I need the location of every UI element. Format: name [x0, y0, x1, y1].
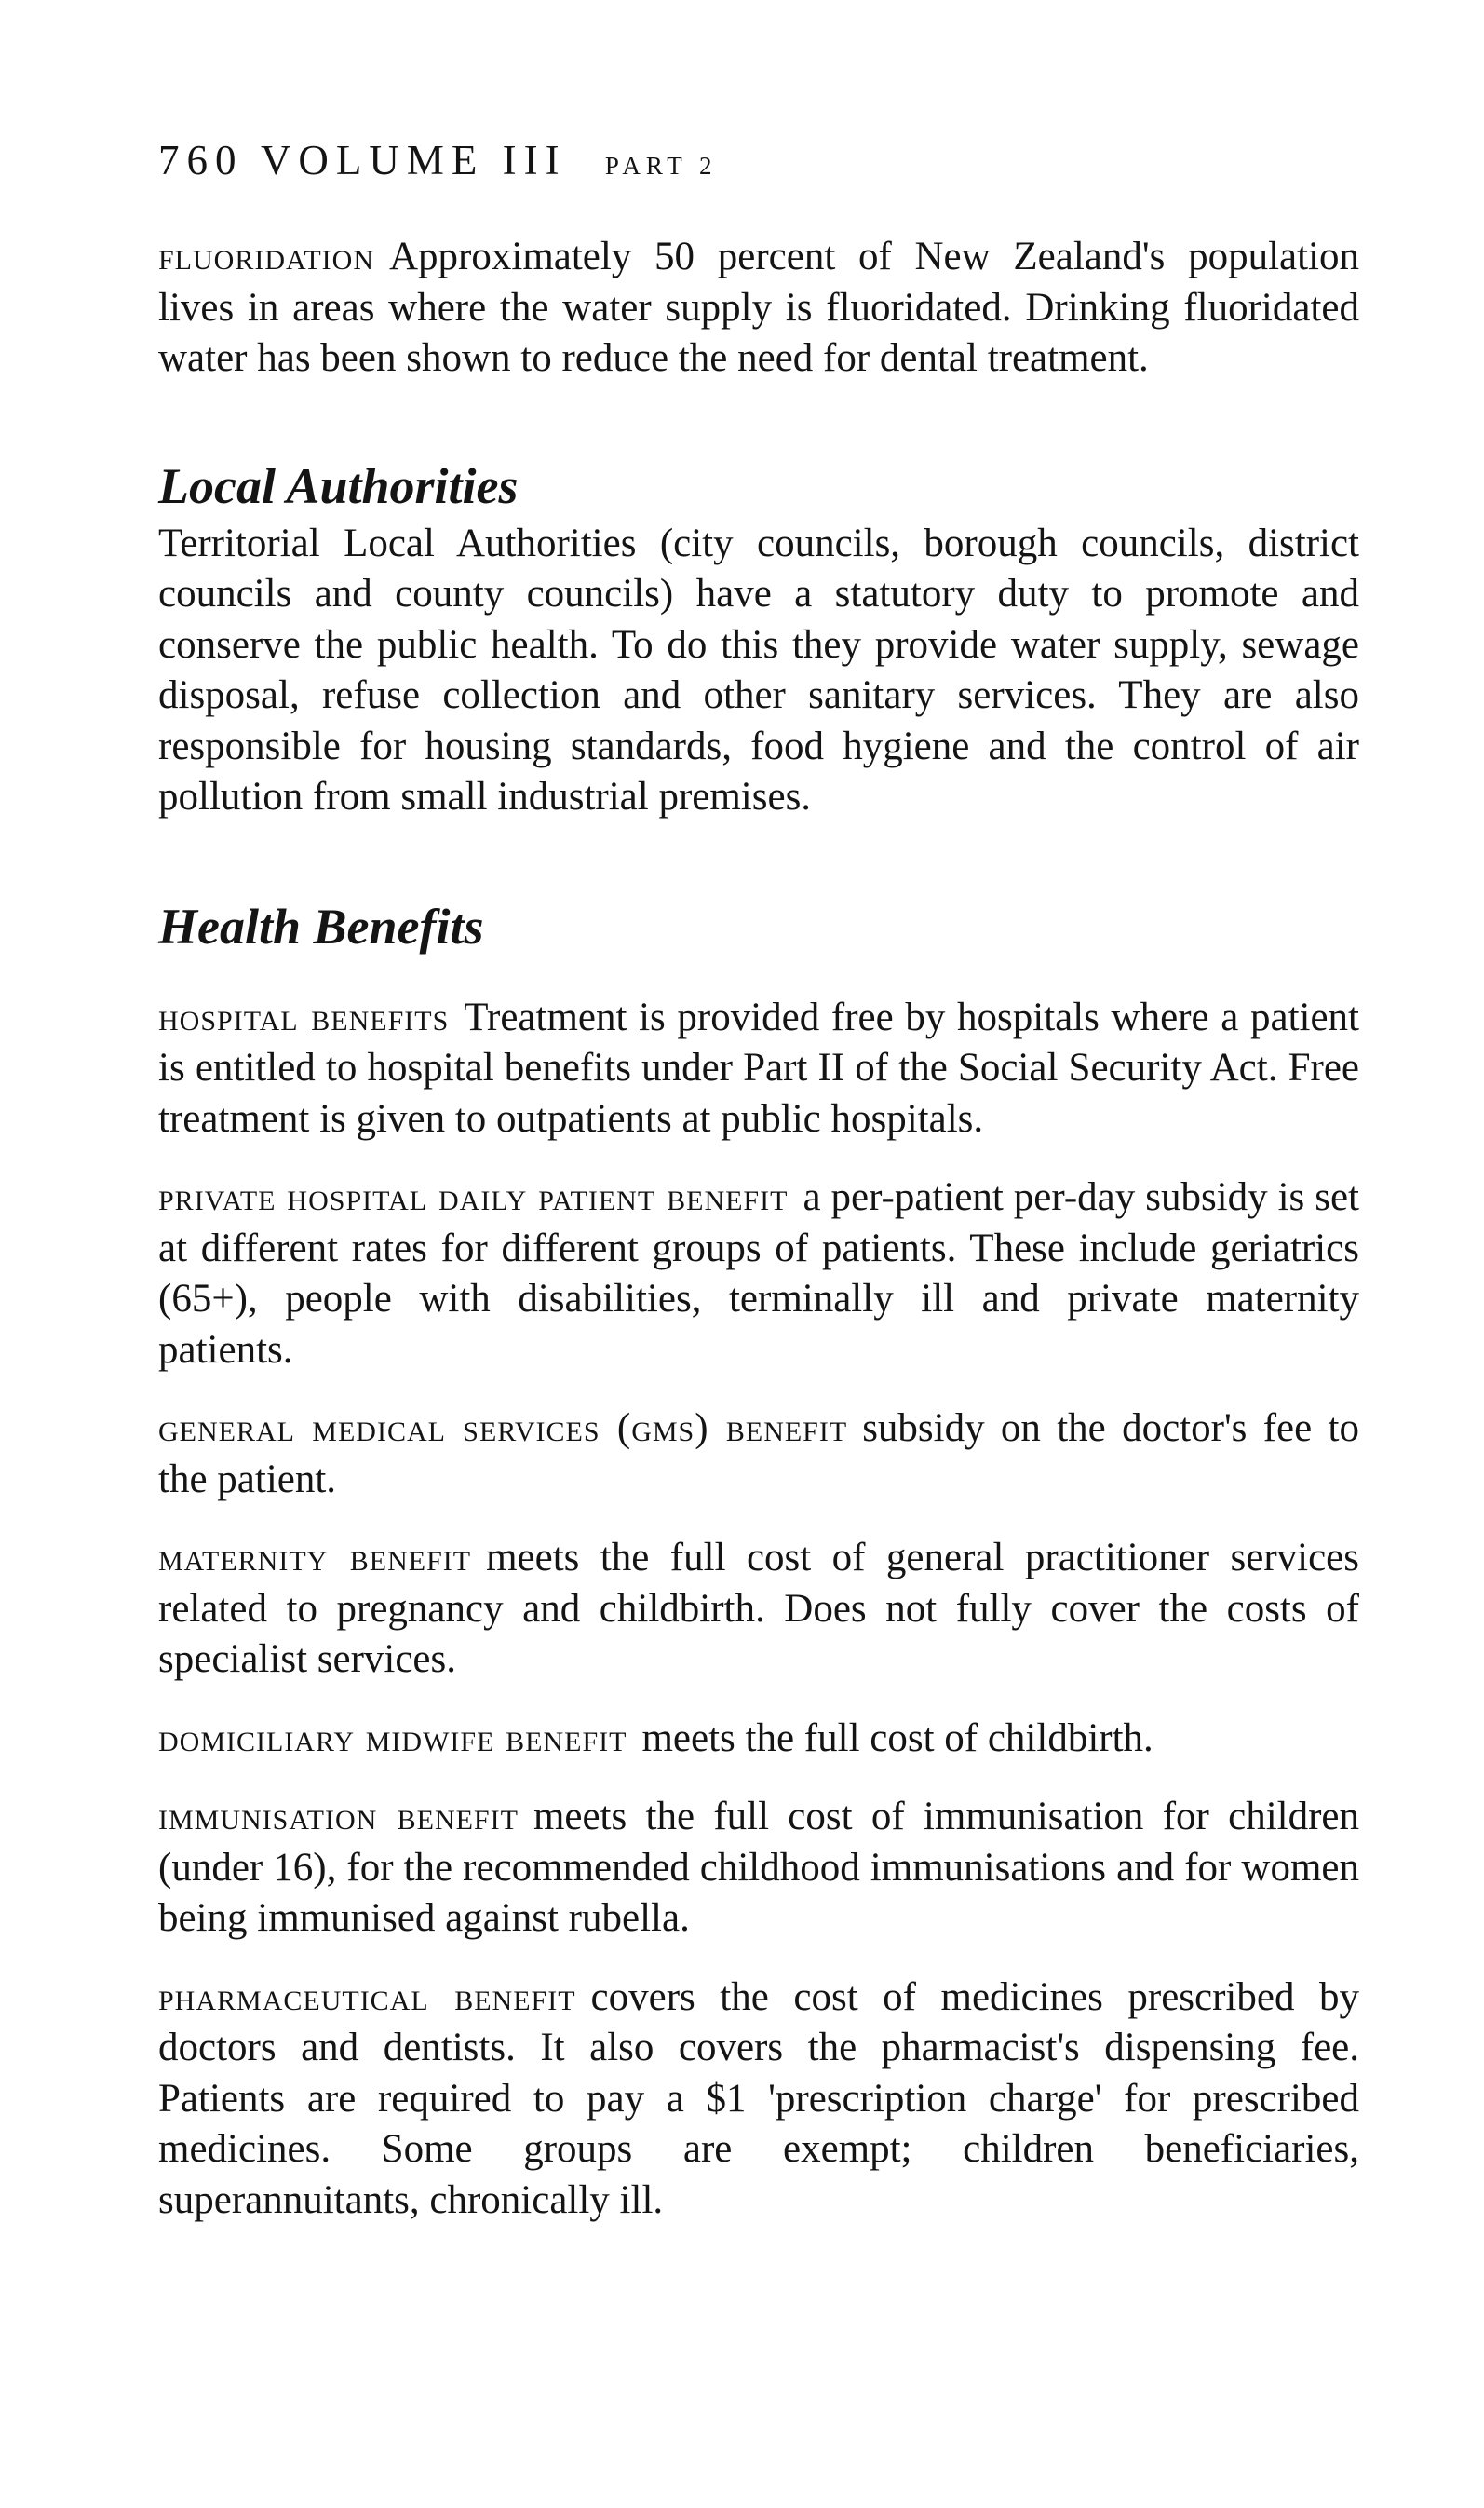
benefit-lead: immunisation benefit	[158, 1795, 519, 1838]
benefit-maternity	[158, 1533, 1359, 1686]
volume-label: VOLUME III	[260, 137, 567, 183]
page-body	[158, 137, 1360, 2226]
benefit-lead: private hospital daily patient benefit	[158, 1175, 789, 1219]
benefit-hospital	[158, 993, 1359, 1146]
benefit-text: a per-patient per-day subsidy is set at different rates for different groups of patients. These include geriatrics (65+), people with disabilities, terminally ill and private maternity patients.	[158, 1175, 1359, 1372]
page-number: 760	[158, 137, 244, 183]
benefit-text: meets the full cost of childbirth.	[641, 1715, 1153, 1760]
benefit-domiciliary-midwife	[158, 1714, 1359, 1765]
fluoridation-lead: fluoridation	[158, 235, 374, 278]
benefit-pharmaceutical	[158, 1973, 1359, 2227]
local-authorities-paragraph: Territorial Local Authorities (city councils, borough councils, district councils and county councils) have a statutory duty to promote and conserve the public health. To do this they provide water supply, sewage disposal, refuse collection and other sanitary services. They are also responsible for housing standards, food hygiene and the control of air pollution from small industrial premises.	[158, 521, 1359, 819]
benefit-lead: domiciliary midwife benefit	[158, 1715, 627, 1760]
benefit-lead: general medical services (gms) benefit	[158, 1406, 848, 1450]
benefit-lead: maternity benefit	[158, 1536, 472, 1579]
health-benefits-heading: Health Benefits	[158, 898, 484, 955]
benefit-lead: hospital benefits	[158, 995, 450, 1039]
benefit-text: subsidy on the doctor's fee to the patient.	[158, 1406, 1359, 1501]
benefit-text: covers the cost of medicines prescribed by doctors and dentists. It also covers the pharmacist's dispensing fee. Patients are required to pay a $1 'prescription charge' for prescribed medicines. Some groups are exempt; children beneficiaries, superannuitants, chronically ill.	[158, 1974, 1359, 2222]
benefit-text: meets the full cost of immunisation for children (under 16), for the recommended childhood immunisations and for women being immunised against rubella.	[158, 1795, 1360, 1940]
part-label: PART 2	[604, 152, 718, 180]
benefit-immunisation	[158, 1792, 1359, 1945]
fluoridation-text: Approximately 50 percent of New Zealand's population lives in areas where the water supply is fluoridated. Drinking fluoridated water has been shown to reduce the need for dental treatment.	[158, 235, 1359, 380]
benefit-lead: pharmaceutical benefit	[158, 1974, 576, 2019]
benefit-private-hospital	[158, 1173, 1359, 1376]
benefit-gms	[158, 1403, 1359, 1505]
benefit-text: Treatment is provided free by hospitals where a patient is entitled to hospital benefits under Part II of the Social Security Act. Free treatment is given to outpatients at public hospitals.	[158, 995, 1359, 1141]
fluoridation-paragraph	[158, 232, 1359, 385]
benefit-text: meets the full cost of general practitioner services related to pregnancy and childbirth. Does not fully cover the costs of specialist services.	[158, 1536, 1359, 1681]
running-head	[158, 137, 1359, 183]
local-authorities-heading: Local Authorities	[158, 457, 519, 514]
